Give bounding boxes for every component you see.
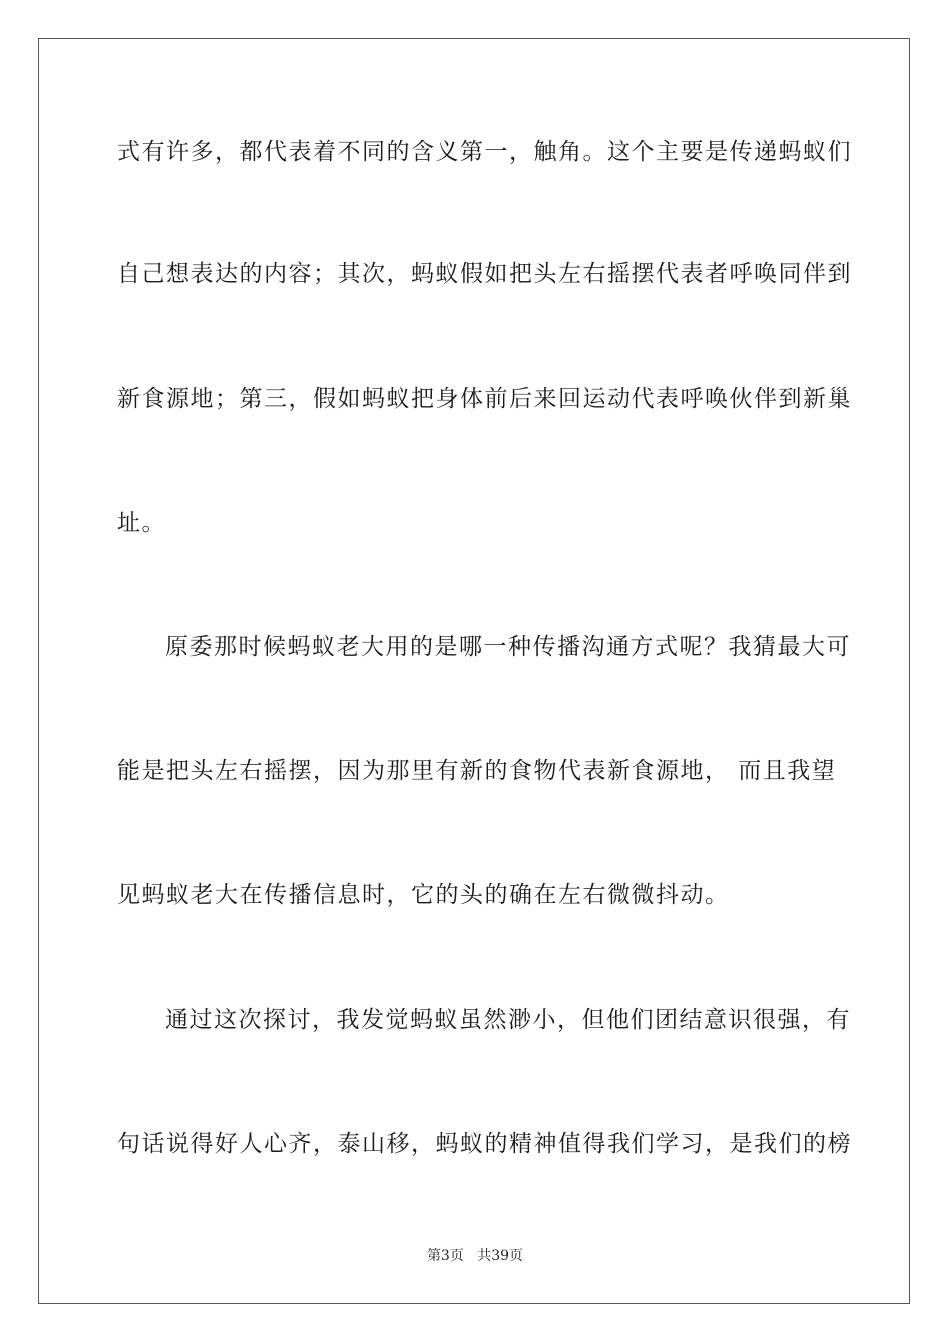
- text-line-7: 见蚂蚁老大在传播信息时，它的头的确在左右微微抖动。: [117, 882, 730, 908]
- text-line-8: 通过这次探讨，我发觉蚂蚁虽然渺小，但他们团结意识很强，有: [165, 1007, 851, 1033]
- text-line-9: 句话说得好人心齐，泰山移，蚂蚁的精神值得我们学习，是我们的榜: [117, 1131, 852, 1157]
- text-line-6: 能是把头左右摇摆，因为那里有新的食物代表新食源地， 而且我望: [117, 758, 837, 784]
- page-border: [38, 38, 910, 1304]
- text-line-5: 原委那时候蚂蚁老大用的是哪一种传播沟通方式呢？我猜最大可: [165, 634, 851, 660]
- page-number: 第3页: [426, 1248, 464, 1264]
- page-footer: [0, 1246, 950, 1266]
- text-line-3: 新食源地；第三，假如蚂蚁把身体前后来回运动代表呼唤伙伴到新巢: [117, 386, 852, 412]
- page-total: 共39页: [477, 1248, 524, 1264]
- text-line-1: 式有许多，都代表着不同的含义第一，触角。这个主要是传递蚂蚁们: [117, 139, 852, 165]
- text-line-2: 自己想表达的内容；其次，蚂蚁假如把头左右摇摆代表者呼唤同伴到: [117, 261, 852, 287]
- text-line-4: 址。: [117, 510, 166, 536]
